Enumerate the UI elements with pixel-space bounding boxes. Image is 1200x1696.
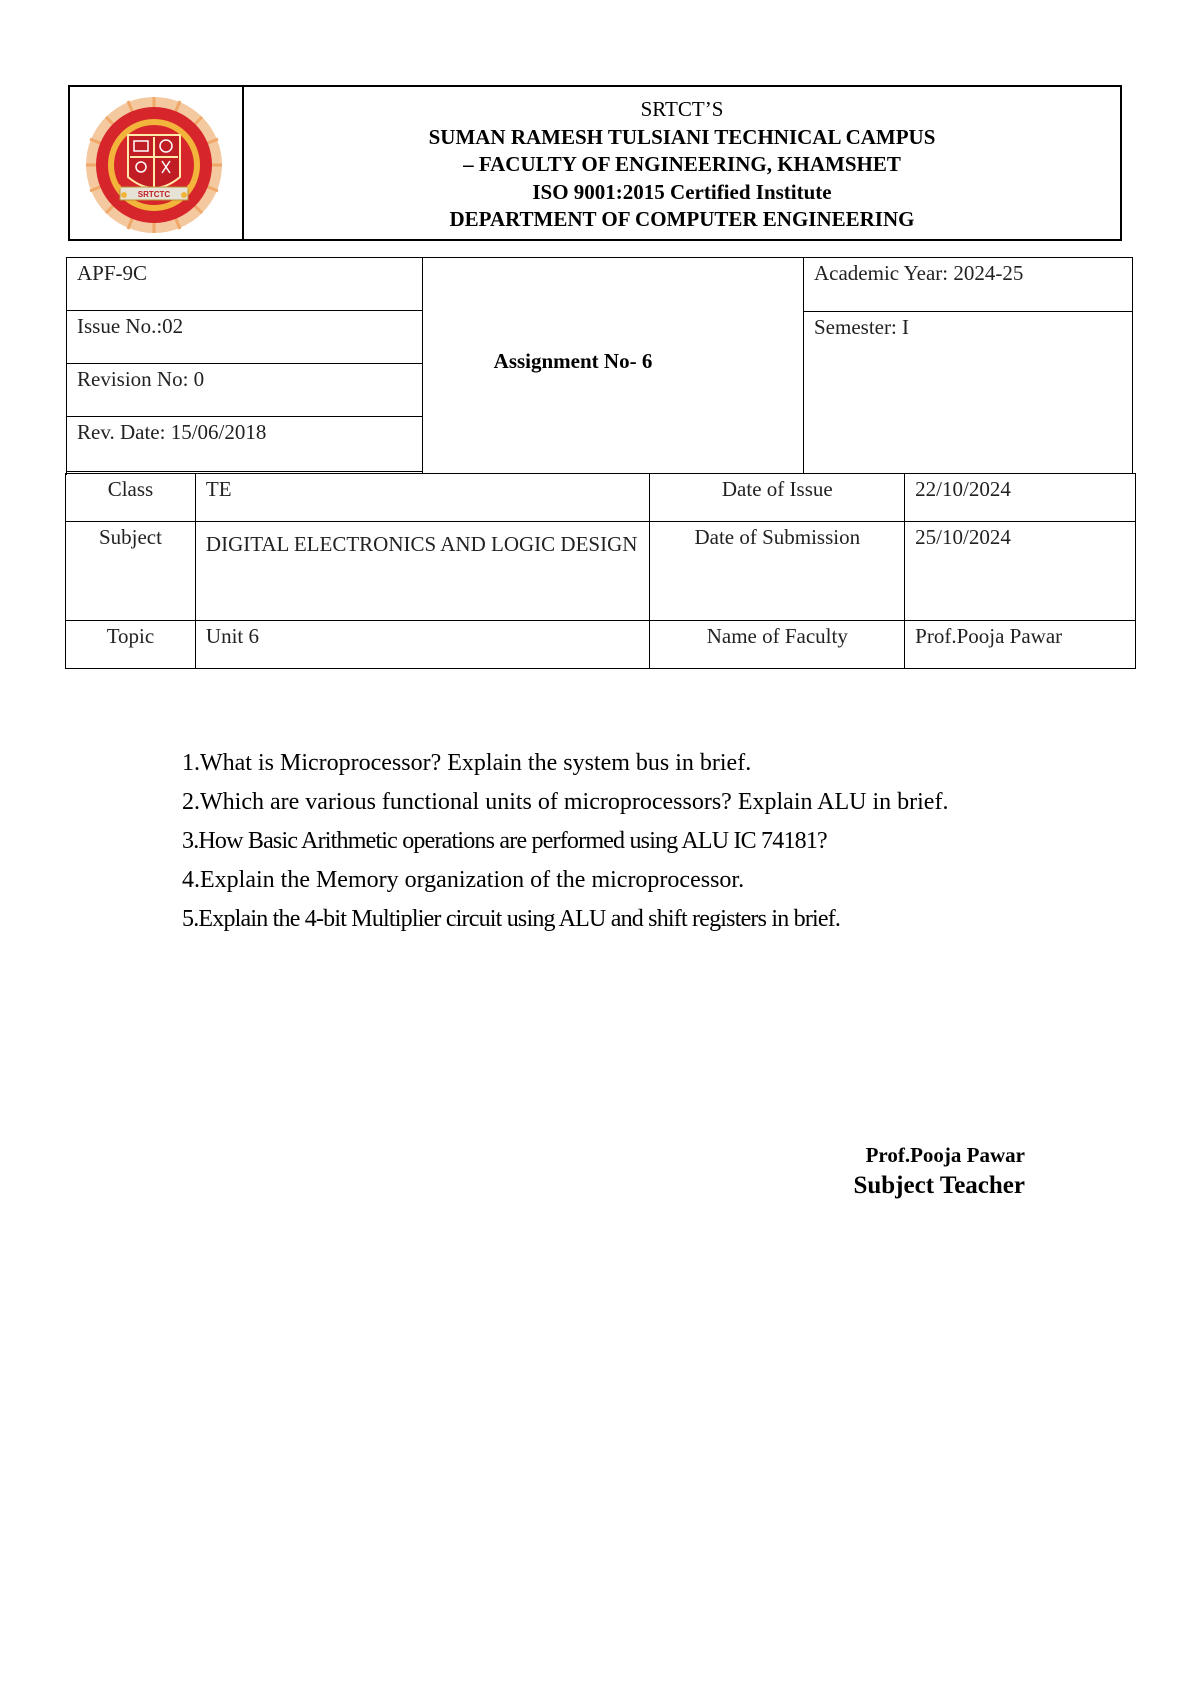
issue-no: Issue No.:02 — [67, 311, 422, 364]
faculty-label: Name of Faculty — [650, 621, 905, 669]
campus-name: SUMAN RAMESH TULSIANI TECHNICAL CAMPUS — [428, 124, 936, 149]
teacher-name: Prof.Pooja Pawar — [865, 1143, 1025, 1167]
class-value: TE — [195, 474, 650, 522]
revision-no: Revision No: 0 — [67, 364, 422, 417]
logo-cell — [70, 87, 244, 239]
institute-header — [68, 85, 1122, 241]
logo-text: SRTCTC — [137, 190, 171, 199]
rev-date: Rev. Date: 15/06/2018 — [67, 417, 422, 472]
trust-name: SRTCT’S — [640, 97, 724, 121]
date-of-issue-label: Date of Issue — [650, 474, 905, 522]
academic-year: Academic Year: 2024-25 — [804, 258, 1132, 312]
institute-name-block — [244, 87, 1120, 239]
form-code: APF-9C — [67, 258, 422, 311]
subject-label: Subject — [66, 522, 196, 621]
question-4: 4.Explain the Memory organization of the microprocessor. — [182, 867, 745, 893]
date-of-issue-value: 22/10/2024 — [905, 474, 1136, 522]
iso-line: ISO 9001:2015 Certified Institute — [532, 179, 832, 204]
faculty-value: Prof.Pooja Pawar — [905, 621, 1136, 669]
assignment-title: Assignment No- 6 — [493, 348, 653, 373]
class-label: Class — [66, 474, 196, 522]
assignment-cell — [423, 258, 804, 474]
question-2: 2.Which are various functional units of microprocessors? Explain ALU in brief. — [182, 789, 949, 815]
meta-right-column — [804, 258, 1133, 474]
table-row — [66, 474, 1136, 522]
institute-logo — [84, 95, 224, 235]
department-name: DEPARTMENT OF COMPUTER ENGINEERING — [449, 207, 915, 231]
subject-value: DIGITAL ELECTRONICS AND LOGIC DESIGN — [195, 522, 650, 621]
table-row — [66, 621, 1136, 669]
date-of-submission-label: Date of Submission — [650, 522, 905, 621]
topic-label: Topic — [66, 621, 196, 669]
question-3: 3.How Basic Arithmetic operations are performed using ALU IC 74181? — [182, 828, 827, 854]
assignment-info-table — [65, 473, 1136, 669]
teacher-title: Subject Teacher — [853, 1172, 1025, 1199]
table-row — [66, 522, 1136, 621]
topic-value: Unit 6 — [195, 621, 650, 669]
document-meta-table — [66, 257, 1133, 475]
semester: Semester: I — [814, 315, 910, 339]
faculty-line: – FACULTY OF ENGINEERING, KHAMSHET — [463, 152, 901, 176]
signature-block — [853, 1140, 1025, 1202]
question-list — [182, 748, 1042, 943]
question-5: 5.Explain the 4-bit Multiplier circuit using ALU and shift registers in brief. — [182, 906, 841, 932]
question-1: 1.What is Microprocessor? Explain the system bus in brief. — [182, 750, 752, 776]
date-of-submission-value: 25/10/2024 — [905, 522, 1136, 621]
meta-left-column — [67, 258, 423, 474]
